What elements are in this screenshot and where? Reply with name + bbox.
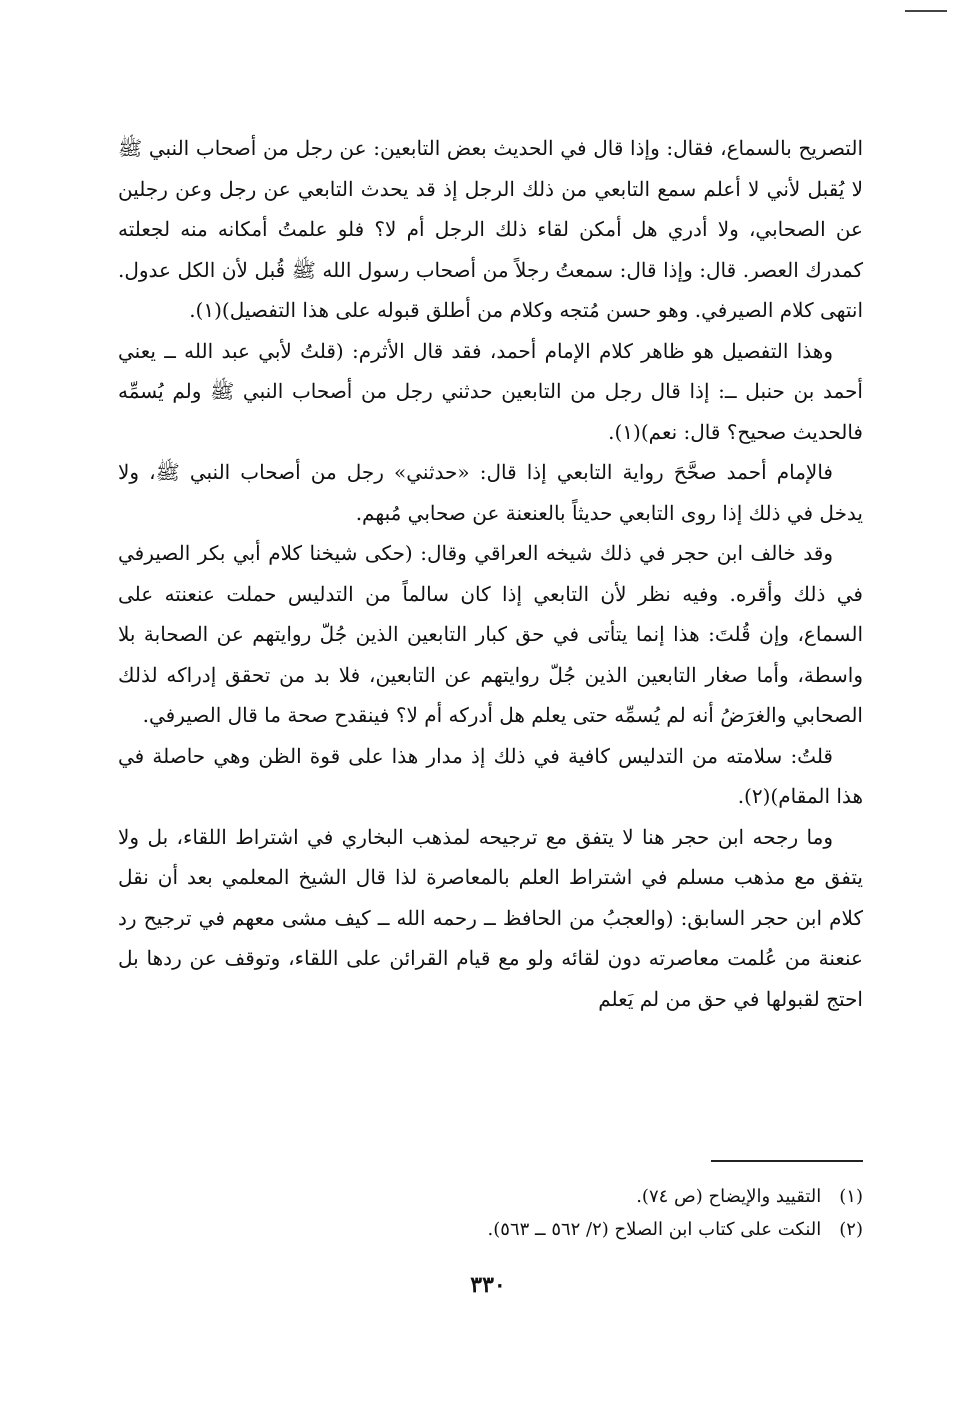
page-number: ٣٣٠ [470, 1272, 506, 1298]
footnote-text: النكت على كتاب ابن الصلاح (٢/ ٥٦٢ ــ ٥٦٣). [487, 1219, 822, 1240]
footnote [300, 1213, 863, 1246]
paragraph: وما رجحه ابن حجر هنا لا يتفق مع ترجيحه لمذهب البخاري في اشتراط اللقاء، بل ولا يتفق مع مذهب مسلم في اشتراط العلم بالمعاصرة لذا قال الشيخ المعلمي بعد أن نقل كلام ابن حجر السابق: (والعجبُ من الحافظ ــ رحمه الله ــ كيف مشى معهم في ترجيح رد عنعنة من عُلمت معاصرته دون لقائه ولو مع قيام القرائن على اللقاء، وتوقف عن ردها بل احتج لقبولها في حق من لم يَعلم [118, 824, 863, 1011]
footnote-text: التقييد والإيضاح (ص ٧٤). [636, 1186, 822, 1207]
paragraph: وقد خالف ابن حجر في ذلك شيخه العراقي وقال: (حكى شيخنا كلام أبي بكر الصيرفي في ذلك وأقره. وفيه نظر لأن التابعي إذا كان سالماً من التدليس حملت عنعنته على السماع، وإن قُلتَ: هذا إنما يتأتى في حق كبار التابعين الذين جُلّ روايتهم عن الصحابة بلا واسطة، وأما صغار التابعين الذين جُلّ روايتهم عن التابعين، فلا بد من تحقق إدراكه لذلك الصحابي والغرَضُ أنه لم يُسمِّه حتى يعلم هل أدركه أم لا؟ فينقدح صحة ما قال الصيرفي. [118, 541, 863, 727]
footnote [300, 1180, 863, 1213]
footnotes [300, 1180, 863, 1246]
footnote-number: (١) [839, 1186, 863, 1207]
top-rule [905, 10, 947, 12]
footnote-number: (٢) [839, 1219, 863, 1240]
footnote-divider [711, 1160, 863, 1162]
paragraph: وهذا التفصيل هو ظاهر كلام الإمام أحمد، فقد قال الأثرم: (قلتُ لأبي عبد الله ــ يعني أحمد بن حنبل ــ: إذا قال رجل من التابعين حدثني رجل من أصحاب النبي ﷺ ولم يُسمِّه فالحديث صحيح؟ قال: نعم)(١). [118, 338, 863, 444]
main-text [118, 128, 863, 1019]
paragraph: فالإمام أحمد صحَّحَ رواية التابعي إذا قال: «حدثني» رجل من أصحاب النبي ﷺ، ولا يدخل في ذلك إذا روى التابعي حديثاً بالعنعنة عن صحابي مُبهم. [118, 460, 863, 525]
paragraph: التصريح بالسماع، فقال: وإذا قال في الحديث بعض التابعين: عن رجل من أصحاب النبي ﷺ لا يُقبل لأني لا أعلم سمع التابعي من ذلك الرجل إذ قد يحدث التابعي عن رجل وعن رجلين عن الصحابي، ولا أدري هل أمكن لقاء ذلك الرجل أم لا؟ فلو علمتُ أمكانه منه لجعلته كمدرك العصر. قال: وإذا قال: سمعتُ رجلاً من أصحاب رسول الله ﷺ قُبل لأن الكل عدول. انتهى كلام الصيرفي. وهو حسن مُتجه وكلام من أطلق قبوله على هذا التفصيل)(١). [118, 136, 863, 322]
paragraph: قلتُ: سلامته من التدليس كافية في ذلك إذ مدار هذا على قوة الظن وهي حاصلة في هذا المقام)(٢). [118, 743, 863, 808]
